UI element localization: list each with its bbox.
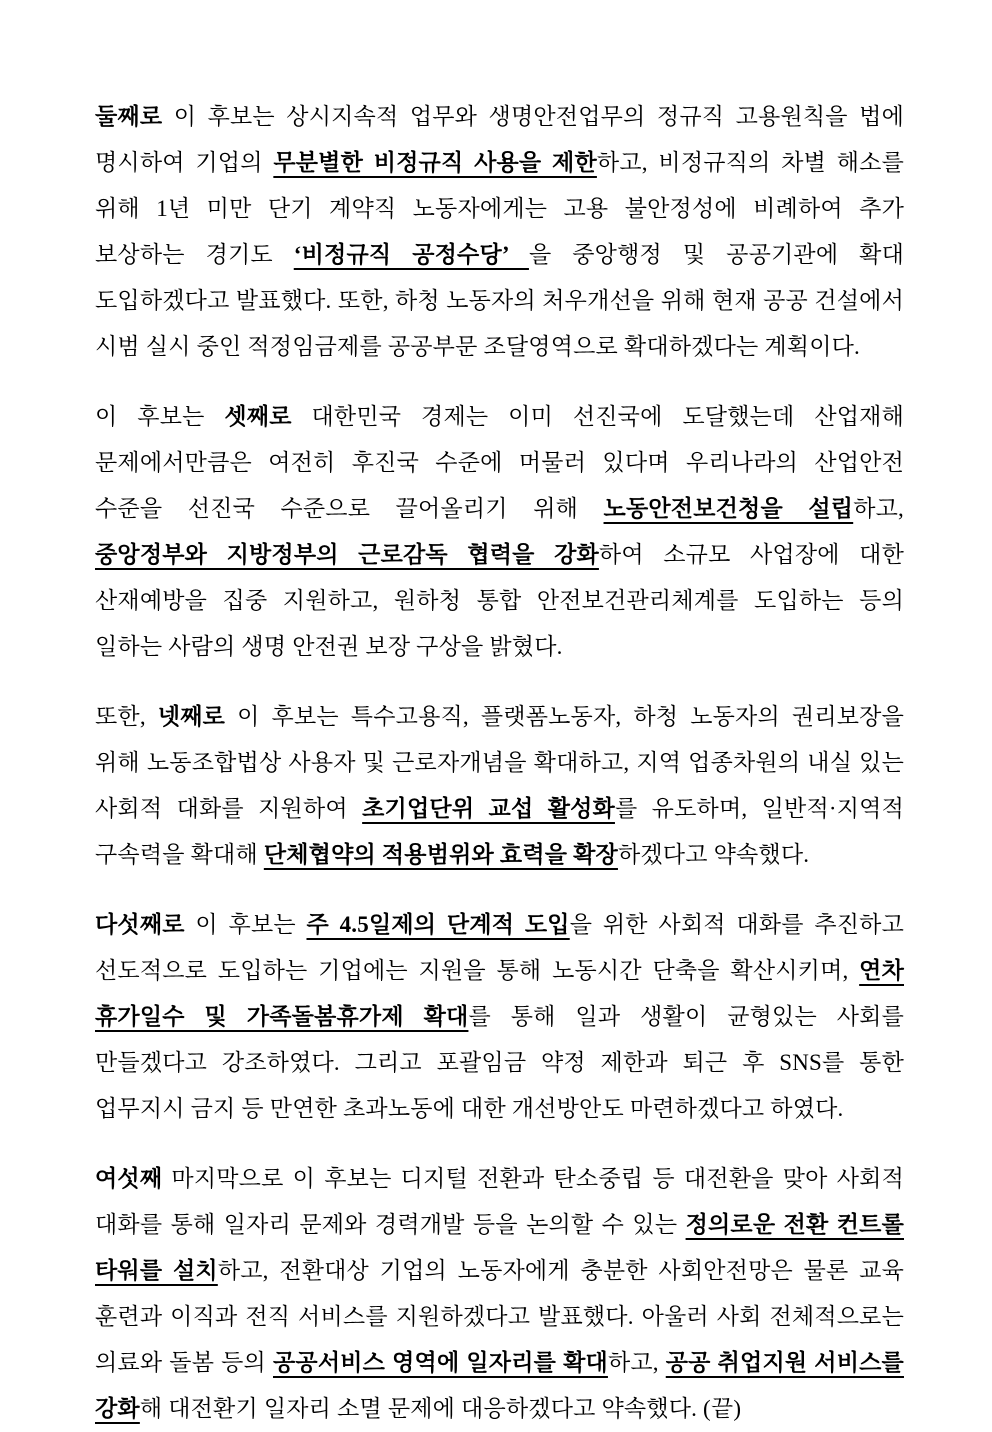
text-segment: 이 후보는 <box>95 404 225 429</box>
text-segment: 주 4.5일제의 단계적 도입 <box>306 912 570 937</box>
text-segment: 을 중앙행정 및 공공기관에 확대 도입하겠다고 발표했다. 또한, 하청 노동자의 처우개선을 위해 현재 공공 건설에서 시범 실시 중인 적정임금제를 공공부문 조달영역으로 확대하겠다는 계획이다. <box>95 242 905 359</box>
text-segment: 해 대전환기 일자리 소멸 문제에 대응하겠다고 약속했다. (끝) <box>139 1396 742 1421</box>
text-segment: 이 후보는 <box>184 912 307 937</box>
text-segment: 공공서비스 영역에 일자리를 확대 <box>273 1350 608 1375</box>
paragraph <box>95 1156 904 1432</box>
text-segment: 노동안전보건청을 설립 <box>603 496 854 521</box>
paragraph <box>95 94 904 370</box>
text-segment: 중앙정부와 지방정부의 근로감독 협력을 강화 <box>95 542 599 567</box>
text-segment: 이 후보는 특수고용직, 플랫폼노동자, 하청 노동자의 권리보장을 위해 노동조합법상 사용자 및 근로자개념을 확대하고, 지역 업종차원의 내실 있는 사회적 대화를 지원하여 <box>95 704 904 821</box>
text-segment: 넷째로 <box>157 704 226 729</box>
text-segment: 하고, 전환대상 기업의 노동자에게 충분한 사회안전망은 물론 교육 훈련과 이직과 전직 서비스를 지원하겠다고 발표했다. 아울러 사회 전체적으로는 의료와 돌봄 등의 <box>95 1258 905 1375</box>
paragraph <box>95 394 904 670</box>
text-segment: ‘비정규직 공정수당’ <box>293 242 529 267</box>
paragraph <box>95 902 904 1132</box>
text-segment: 하고, 비정규직의 차별 해소를 위해 1년 미만 단기 계약직 노동자에게는 고용 불안정성에 비례하여 추가 보상하는 경기도 <box>95 150 904 267</box>
text-segment: 하고, <box>853 496 904 521</box>
text-segment: 연차 휴가일수 및 가족돌봄휴가제 확대 <box>95 958 904 1029</box>
text-segment: 을 위한 사회적 대화를 추진하고 선도적으로 도입하는 기업에는 지원을 통해 노동시간 단축을 확산시키며, <box>95 912 904 983</box>
text-segment: 대한민국 경제는 이미 선진국에 도달했는데 산업재해 문제에서만큼은 여전히 후진국 수준에 머물러 있다며 우리나라의 산업안전 수준을 선진국 수준으로 끌어올리기 위해 <box>95 404 904 521</box>
text-segment: 마지막으로 이 후보는 디지털 전환과 탄소중립 등 대전환을 맞아 사회적 대화를 통해 일자리 문제와 경력개발 등을 논의할 수 있는 <box>95 1166 904 1237</box>
paragraph <box>95 694 904 878</box>
text-segment: 셋째로 <box>224 404 292 429</box>
text-segment: 여섯째 <box>95 1166 163 1191</box>
text-segment: 다섯째로 <box>95 912 185 937</box>
text-segment: 초기업단위 교섭 활성화 <box>362 796 615 821</box>
text-segment: 단체협약의 적용범위와 효력을 확장 <box>263 842 618 867</box>
text-segment: 무분별한 비정규직 사용을 제한 <box>273 150 597 175</box>
text-segment: 하여 소규모 사업장에 대한 산재예방을 집중 지원하고, 원하청 통합 안전보건관리체계를 도입하는 등의 일하는 사람의 생명 안전권 보장 구상을 밝혔다. <box>95 542 904 659</box>
text-segment: 또한, <box>95 704 158 729</box>
text-segment: 를 통해 일과 생활이 균형있는 사회를 만들겠다고 강조하였다. 그리고 포괄임금 약정 제한과 퇴근 후 SNS를 통한 업무지시 금지 등 만연한 초과노동에 대한 개선방안도 마련하겠다고 하였다. <box>95 1004 904 1121</box>
text-segment: 이 후보는 상시지속적 업무와 생명안전업무의 정규직 고용원칙을 법에 명시하여 기업의 <box>95 104 904 175</box>
text-segment: 공공 취업지원 서비스를 강화 <box>95 1350 904 1421</box>
text-segment: 둘째로 <box>95 104 163 129</box>
text-segment: 를 유도하며, 일반적·지역적 구속력을 확대해 <box>95 796 904 867</box>
document-body <box>95 94 904 1432</box>
text-segment: 하고, <box>607 1350 666 1375</box>
text-segment: 하겠다고 약속했다. <box>617 842 810 867</box>
text-segment: 정의로운 전환 컨트롤 타워를 설치 <box>95 1212 904 1283</box>
